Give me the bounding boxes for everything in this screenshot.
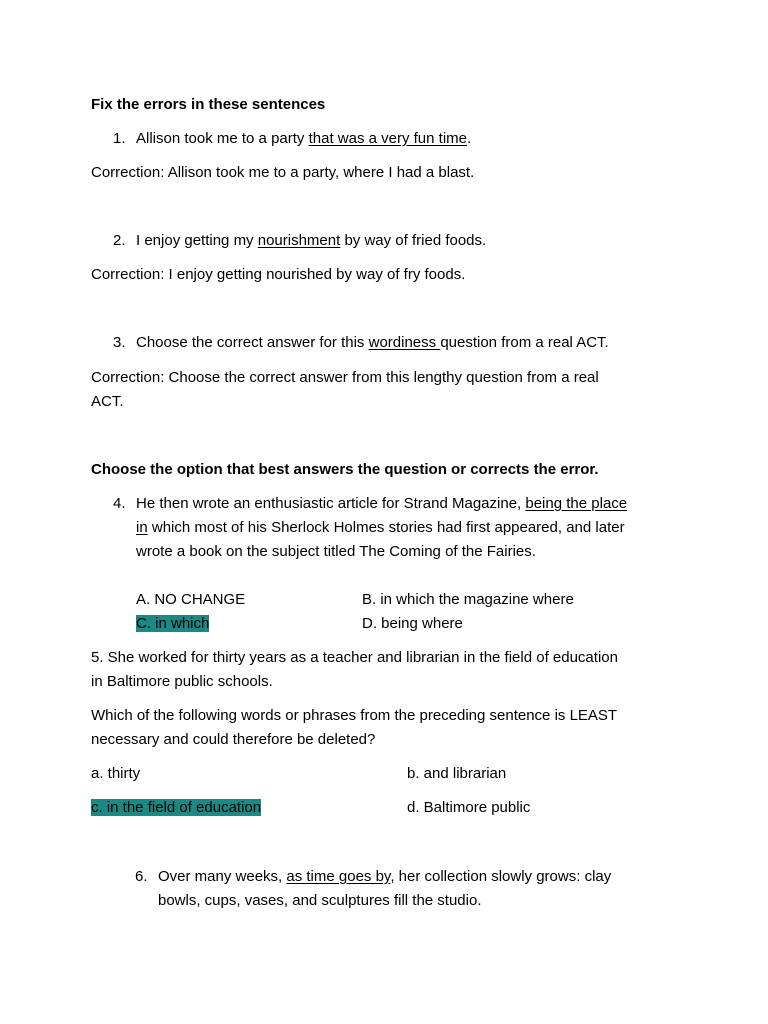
q4-option-a: A. NO CHANGE [136,591,246,608]
underlined-phrase: that was a very fun time [308,130,467,147]
correction-2: Correction: I enjoy getting nourished by way of fry foods. [91,266,466,283]
q4-option-d: D. being where [362,615,463,632]
underlined-phrase: as time goes by [286,868,391,885]
q4-line2 [136,518,625,538]
item-number: 1. [113,130,126,147]
item-number: 2. [113,232,126,249]
q5-line2: in Baltimore public schools. [91,673,273,690]
sentence-text: Choose the correct answer for this [136,334,369,351]
q5-prompt-line1: Which of the following words or phrases from the preceding sentence is LEAST [91,707,618,724]
section-heading-fix-errors: Fix the errors in these sentences [91,96,326,113]
item-number: 4. [113,495,126,512]
q5-option-a: a. thirty [91,765,141,782]
q4-line1 [136,494,627,514]
q5-prompt-line2: necessary and could therefore be deleted? [91,731,376,748]
item-number: 3. [113,334,126,351]
sentence-text: , her collection slowly grows: clay [390,868,612,885]
underlined-phrase: in [136,519,148,536]
sentence-text: . [467,130,472,147]
q5-option-d: d. Baltimore public [407,799,531,816]
q6-line1 [158,867,611,887]
item-number: 6. [135,868,148,885]
q5-option-b: b. and librarian [407,765,507,782]
q5-line1: 5. She worked for thirty years as a teacher and librarian in the field of education [91,649,618,666]
correction-1: Correction: Allison took me to a party, where I had a blast. [91,164,475,181]
correction-3-line2: ACT. [91,393,124,410]
sentence-1 [136,129,471,149]
q6-line2: bowls, cups, vases, and sculptures fill the studio. [158,892,482,909]
sentence-2 [136,231,486,251]
q4-line3: wrote a book on the subject titled The Coming of the Fairies. [136,543,536,560]
section-heading-choose-option: Choose the option that best answers the question or corrects the error. [91,461,599,478]
q4-option-b: B. in which the magazine where [362,591,574,608]
highlighted-answer: c. in the field of education [91,799,262,816]
sentence-text: He then wrote an enthusiastic article for Strand Magazine, [136,495,526,512]
underlined-phrase: being the place [525,495,628,512]
underlined-phrase: nourishment [257,232,341,249]
sentence-3 [136,333,609,353]
sentence-text: which most of his Sherlock Holmes stories had first appeared, and later [147,519,625,536]
sentence-text: Allison took me to a party [136,130,309,147]
sentence-text: by way of fried foods. [340,232,487,249]
sentence-text: Over many weeks, [158,868,287,885]
correction-3-line1: Correction: Choose the correct answer from this lengthy question from a real [91,369,599,386]
underlined-phrase: wordiness [368,334,441,351]
highlighted-answer: C. in which [136,615,210,632]
q4-option-c [136,614,209,634]
sentence-text: question from a real ACT. [440,334,609,351]
q5-option-c [91,798,261,818]
sentence-text: I enjoy getting my [136,232,258,249]
